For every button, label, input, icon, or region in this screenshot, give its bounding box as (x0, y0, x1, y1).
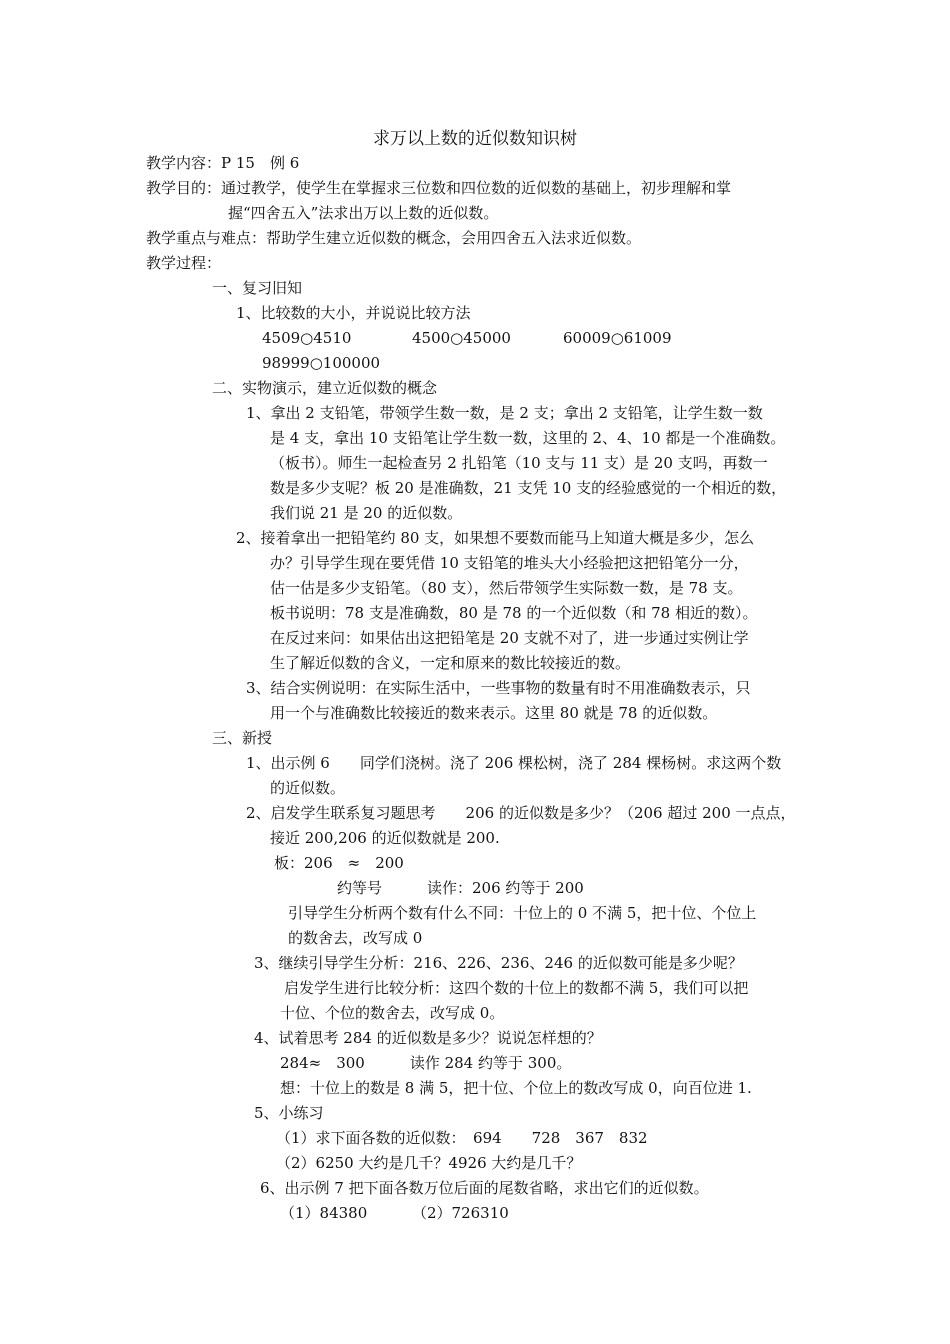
text-line: 4500○45000 (412, 329, 511, 347)
text-line: 我们说 21 是 20 的近似数。 (270, 504, 463, 522)
text-line: 2、启发学生联系复习题思考 206 的近似数是多少？（206 超过 200 一点点， (246, 804, 796, 822)
section-heading: 二、实物演示，建立近似数的概念 (212, 379, 438, 397)
text-line: （板书）。师生一起检查另 2 扎铅笔（10 支与 11 支）是 20 支吗，再数一 (270, 454, 768, 472)
text-line: 教学目的：通过教学，使学生在掌握求三位数和四位数的近似数的基础上，初步理解和掌 (146, 179, 732, 197)
text-line: （1）84380 (280, 1204, 368, 1222)
text-line: 6、出示例 7 把下面各数万位后面的尾数省略，求出它们的近似数。 (260, 1179, 709, 1197)
text-line: 办？引导学生现在要凭借 10 支铅笔的堆头大小经验把这把铅笔分一分， (270, 554, 749, 572)
section-heading: 三、新授 (212, 729, 273, 747)
text-line: 在反过来问：如果估出这把铅笔是 20 支就不对了，进一步通过实例让学 (270, 629, 749, 647)
text-line: 板：206 ≈ 200 (274, 854, 404, 872)
text-line: 284≈ 300 读作 284 约等于 300。 (280, 1054, 572, 1072)
text-line: 握“四舍五入”法求出万以上数的近似数。 (228, 204, 499, 222)
text-line: 98999○100000 (262, 354, 381, 372)
text-line: 想：十位上的数是 8 满 5，把十位、个位上的数改写成 0，向百位进 1. (280, 1079, 752, 1097)
text-line: 1、比较数的大小，并说说比较方法 (236, 304, 471, 322)
text-line: 十位、个位的数舍去，改写成 0。 (280, 1004, 505, 1022)
text-line: 60009○61009 (563, 329, 672, 347)
text-line: 教学重点与难点：帮助学生建立近似数的概念，会用四舍五入法求近似数。 (146, 229, 642, 247)
text-line: 1、出示例 6 同学们浇树。浇了 206 棵松树，浇了 284 棵杨树。求这两个数 (246, 754, 782, 772)
text-line: （1）求下面各数的近似数： 694 728 367 832 (276, 1129, 648, 1147)
text-line: 接近 200,206 的近似数就是 200. (270, 829, 500, 847)
text-line: 引导学生分析两个数有什么不同：十位上的 0 不满 5，把十位、个位上 (288, 904, 757, 922)
text-line: 的数舍去，改写成 0 (288, 929, 423, 947)
text-line: 4、试着思考 284 的近似数是多少？说说怎样想的？ (254, 1029, 602, 1047)
text-line: 4509○4510 (262, 329, 352, 347)
text-line: 1、拿出 2 支铅笔，带领学生数一数，是 2 支；拿出 2 支铅笔，让学生数一数 (246, 404, 763, 422)
document-title: 求万以上数的近似数知识树 (373, 129, 577, 149)
text-line: 板书说明：78 支是准确数，80 是 78 的一个近似数（和 78 相近的数）。 (270, 604, 758, 622)
text-line: 是 4 支，拿出 10 支铅笔让学生数一数，这里的 2、4、10 都是一个准确数。 (270, 429, 786, 447)
text-line: 3、继续引导学生分析：216、226、236、246 的近似数可能是多少呢？ (254, 954, 743, 972)
text-line: 数是多少支呢？板 20 是准确数，21 支凭 10 支的经验感觉的一个相近的数， (270, 479, 787, 497)
text-line: （2）726310 (412, 1204, 509, 1222)
text-line: 生了解近似数的含义，一定和原来的数比较接近的数。 (270, 654, 631, 672)
text-line: 5、小练习 (254, 1104, 324, 1122)
text-line: （2）6250 大约是几千？4926 大约是几千？ (276, 1154, 582, 1172)
text-line: 3、结合实例说明：在实际生活中，一些事物的数量有时不用准确数表示，只 (246, 679, 751, 697)
text-line: 启发学生进行比较分析：这四个数的十位上的数都不满 5，我们可以把 (284, 979, 749, 997)
text-line: 教学过程： (146, 254, 222, 272)
text-line: 教学内容：P 15 例 6 (146, 154, 300, 172)
section-heading: 一、复习旧知 (212, 279, 303, 297)
text-line: 估一估是多少支铅笔。（80 支），然后带领学生实际数一数，是 78 支。 (270, 579, 743, 597)
text-line: 的近似数。 (270, 779, 346, 797)
text-line: 约等号 读作：206 约等于 200 (337, 879, 584, 897)
text-line: 用一个与准确数比较接近的数来表示。这里 80 就是 78 的近似数。 (270, 704, 718, 722)
text-line: 2、接着拿出一把铅笔约 80 支，如果想不要数而能马上知道大概是多少，怎么 (236, 529, 755, 547)
